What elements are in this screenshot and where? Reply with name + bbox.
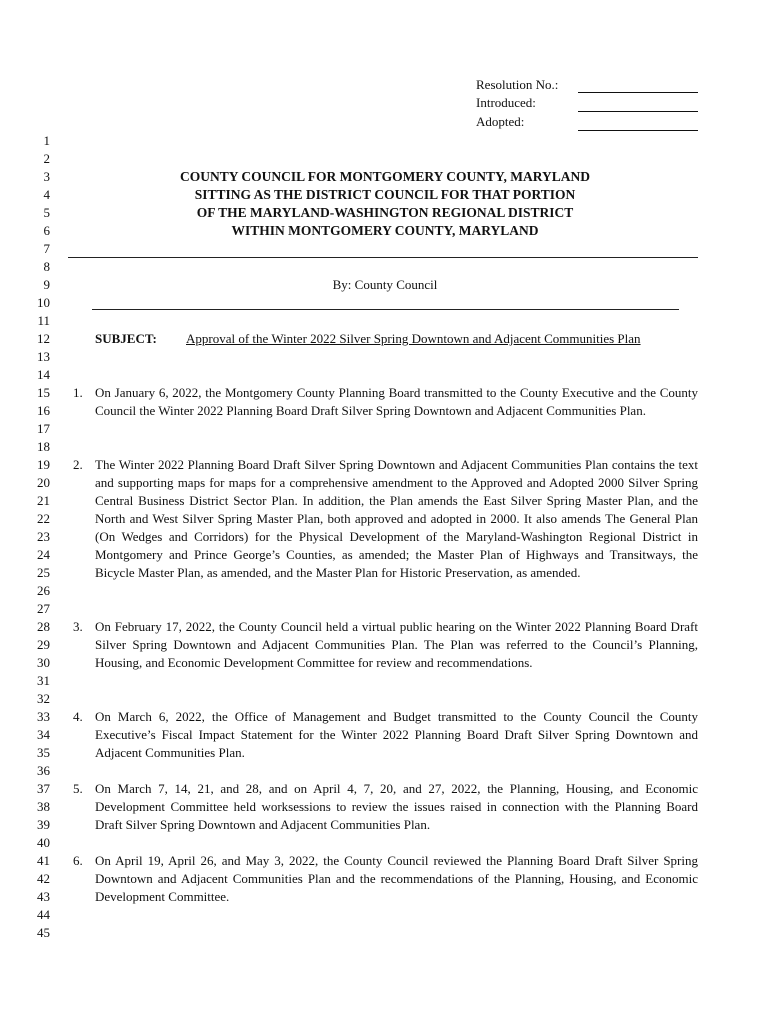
line-number: 21 [37,493,50,508]
line-number: 16 [37,403,50,418]
line-number: 13 [37,349,50,364]
line-number: 36 [37,763,50,778]
line-number: 4 [43,187,50,202]
line-number: 8 [43,259,50,274]
item-number: 4. [73,709,83,724]
line-number: 33 [37,709,50,724]
title-line: WITHIN MONTGOMERY COUNTY, MARYLAND [231,223,539,238]
list-item: On January 6, 2022, the Montgomery County Planning Board transmitted to the County Executive and the County Council the Winter 2022 Planning Board Draft Silver Spring Downtown and Adjacent Communities Plan. [95,385,698,418]
title-divider [68,257,698,258]
subject-label: SUBJECT: [95,331,157,346]
line-number: 23 [37,529,50,544]
line-number: 26 [37,583,50,598]
by-line: By: County Council [332,277,438,292]
line-number: 18 [37,439,50,454]
line-number: 37 [37,781,50,796]
line-number: 25 [37,565,50,580]
line-number: 6 [43,223,50,238]
line-number: 28 [37,619,50,634]
item-number: 5. [73,781,83,796]
introduced-blank [578,111,698,112]
title-line: COUNTY COUNCIL FOR MONTGOMERY COUNTY, MARYLAND [179,169,591,184]
line-number: 41 [37,853,50,868]
line-number: 19 [37,457,50,472]
adopted-blank [578,130,698,131]
item-number: 2. [73,457,83,472]
line-number: 14 [37,367,50,382]
line-number: 3 [43,169,50,184]
line-number: 2 [43,151,50,166]
line-number: 42 [37,871,50,886]
line-number: 45 [37,925,50,940]
subject-text: Approval of the Winter 2022 Silver Spring Downtown and Adjacent Communities Plan [186,331,641,346]
resolution-no-label: Resolution No.: [476,77,559,92]
line-number: 43 [37,889,50,904]
line-number: 27 [37,601,50,616]
list-item: On April 19, April 26, and May 3, 2022, the County Council reviewed the Planning Board Draft Silver Spring Downtown and Adjacent Communities Plan and the recommendations of the Planning, Housing, and Economic Development Committee. [95,853,698,904]
introduced-label: Introduced: [476,95,536,110]
item-number: 3. [73,619,83,634]
line-number: 11 [37,313,50,328]
resolution-no-blank [578,92,698,93]
item-number: 6. [73,853,83,868]
line-number: 39 [37,817,50,832]
list-item: The Winter 2022 Planning Board Draft Silver Spring Downtown and Adjacent Communities Plan contains the text and supporting maps for maps for a comprehensive amendment to the Approved and Adopted 2000 Silver Spring Central Business District Sector Plan. In addition, the Plan amends the East Silver Spring Master Plan, and the North and West Silver Spring Master Plan, both approved and adopted in 2000. It also amends The General Plan (On Wedges and Corridors) for the Physical Development of the Maryland-Washington Regional District in Montgomery and Prince George’s Counties, as amended; the Master Plan of Highways and Transitways, the Bicycle Master Plan, as amended, and the Master Plan for Historic Preservation, as amended. [95,457,698,580]
list-item: On February 17, 2022, the County Council held a virtual public hearing on the Winter 2022 Planning Board Draft Silver Spring Downtown and Adjacent Communities Plan. The Plan was referred to the Council’s Planning, Housing, and Economic Development Committee for review and recommendations. [95,619,698,670]
line-number: 44 [37,907,50,922]
line-number: 5 [43,205,50,220]
adopted-label: Adopted: [476,114,525,129]
line-number: 15 [37,385,50,400]
title-line: SITTING AS THE DISTRICT COUNCIL FOR THAT PORTION [194,187,576,202]
title-line: OF THE MARYLAND-WASHINGTON REGIONAL DISTRICT [196,205,574,220]
line-number: 24 [37,547,50,562]
line-number: 10 [37,295,50,310]
line-number: 9 [43,277,50,292]
line-number: 30 [37,655,50,670]
line-number: 12 [37,331,50,346]
line-number: 40 [37,835,50,850]
item-number: 1. [73,385,83,400]
list-item: On March 7, 14, 21, and 28, and on April 4, 7, 20, and 27, 2022, the Planning, Housing, and Economic Development Committee held worksessions to review the issues raised in connection with the Planning Board Draft Silver Spring Downtown and Adjacent Communities Plan. [95,781,698,832]
line-number: 7 [43,241,50,256]
line-number: 31 [37,673,50,688]
line-number: 35 [37,745,50,760]
line-number: 34 [37,727,50,742]
line-number: 17 [37,421,50,436]
line-number: 22 [37,511,50,526]
line-number: 32 [37,691,50,706]
line-number: 29 [37,637,50,652]
line-number: 38 [37,799,50,814]
by-divider [92,309,679,310]
line-number: 1 [43,133,50,148]
list-item: On March 6, 2022, the Office of Management and Budget transmitted to the County Council the County Executive’s Fiscal Impact Statement for the Winter 2022 Planning Board Draft Silver Spring Downtown and Adjacent Communities Plan. [95,709,698,760]
line-number: 20 [37,475,50,490]
